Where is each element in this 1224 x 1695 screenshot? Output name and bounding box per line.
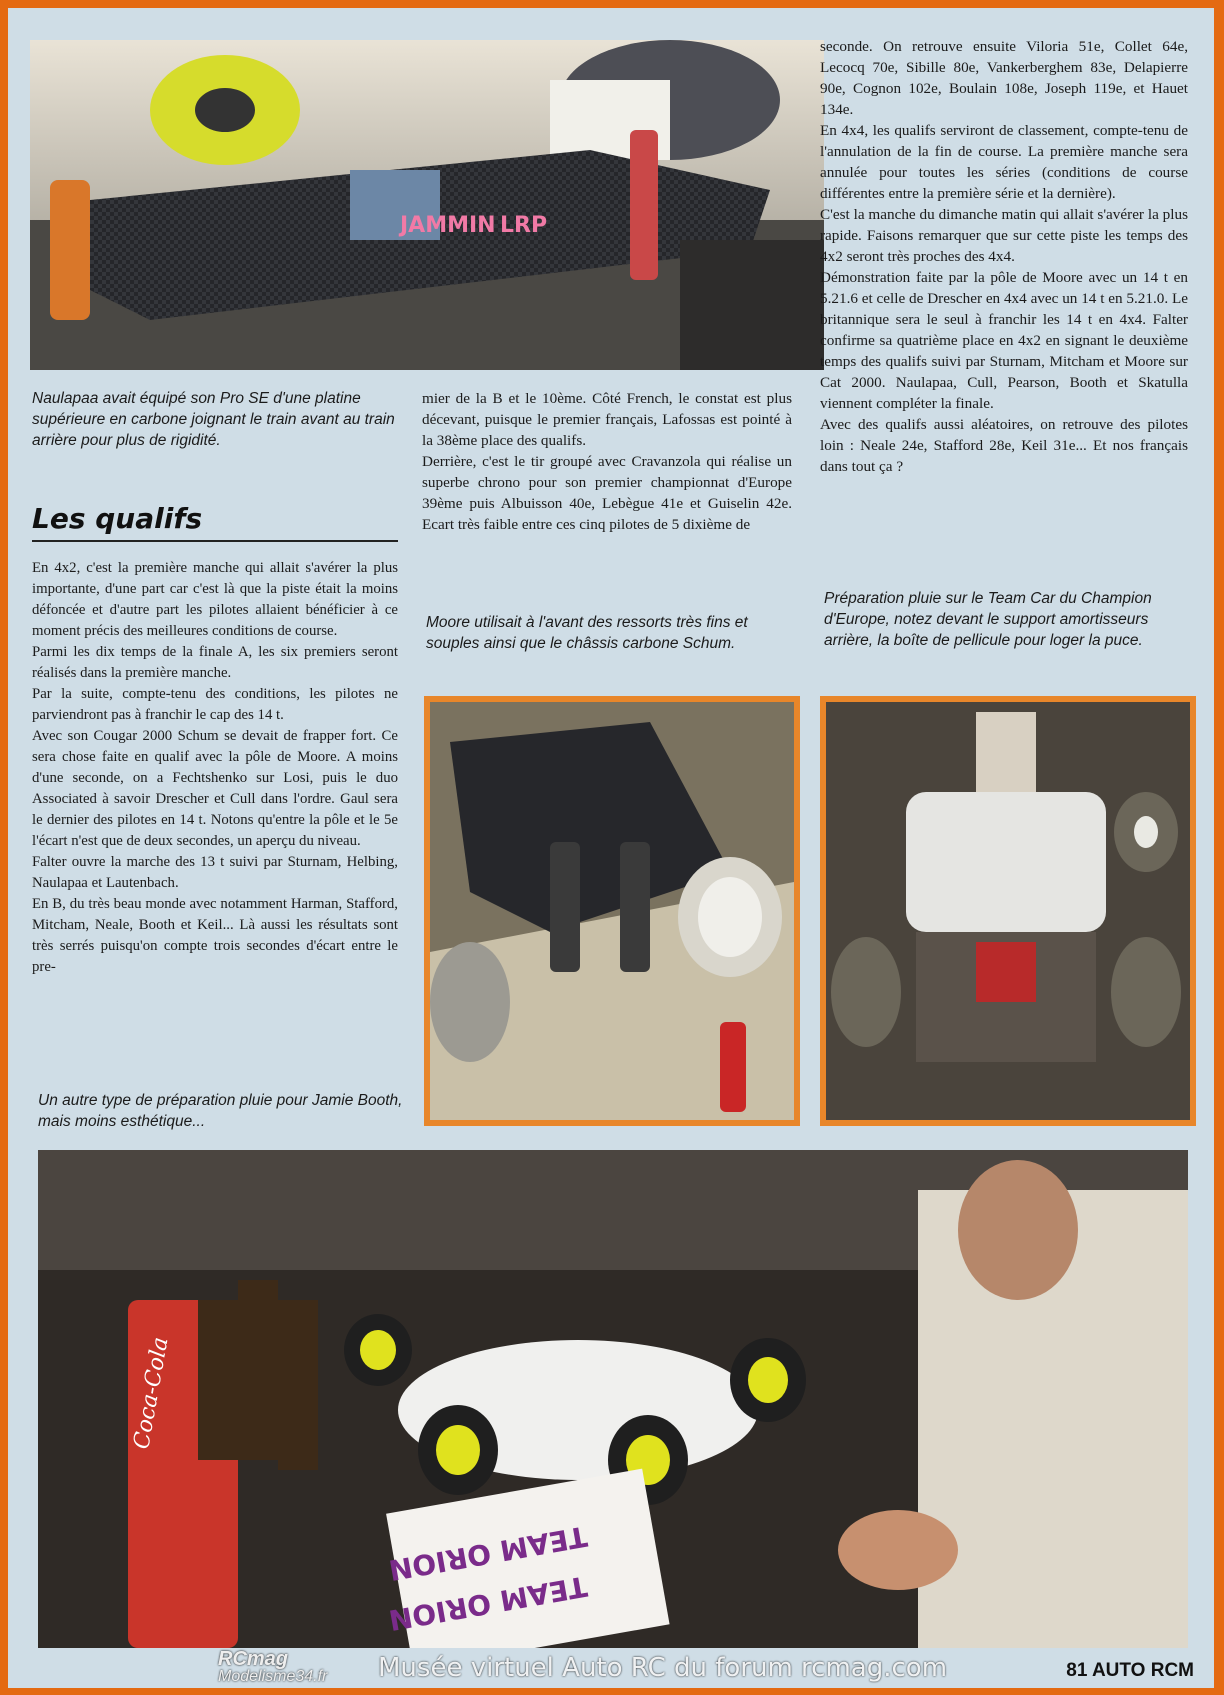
paragraph: Parmi les dix temps de la finale A, les six premiers seront réalisés dans la première manche. [32, 644, 398, 681]
column-middle [422, 388, 792, 535]
table-scene-illustration [38, 1150, 1188, 1648]
watermark-text: Musée virtuel Auto RC du forum rcmag.com [378, 1653, 948, 1683]
caption-top-left: Naulapaa avait équipé son Pro SE d'une platine supérieure en carbone joignant le train avant au train arrière pour plus de rigidité. [32, 390, 395, 449]
paragraph: Démonstration faite par la pôle de Moore avec un 14 t en 5.21.6 et celle de Drescher en 4x4 avec un 14 t en 5.21.0. Le britannique sera le seul à franchir les 14 t en 4x4. Falter confirme sa quatrième place en 4x2 en signant le deuxième temps des qualifs suivi par Sturnam, Mitcham et Moore sur Cat 2000. Naulapaa, Cull, Pearson, Booth et Skatulla viennent compléter la finale. [820, 269, 1188, 412]
photo-moore-front [424, 696, 800, 1126]
caption-middle: Moore utilisait à l'avant des ressorts très fins et souples ainsi que le châssis carbone Schum. [426, 614, 748, 652]
photo-rain-prep-table [38, 1150, 1188, 1648]
page-number: 81 AUTO RCM [1066, 1660, 1194, 1681]
column-right [820, 36, 1188, 477]
box-label-1: TEAM ORION [386, 1519, 590, 1587]
caption-bottom-left: Un autre type de préparation pluie pour Jamie Booth, mais moins esthétique... [38, 1092, 403, 1130]
column-left [32, 558, 398, 978]
bottle-label: Coca-Cola [129, 1335, 174, 1452]
moore-car-illustration [430, 702, 794, 1120]
chassis-logo-jammin: JAMMIN [400, 213, 496, 238]
paragraph: En 4x4, les qualifs serviront de classement, compte-tenu de l'annulation de la fin de course. La première manche sera annulée pour toutes les séries (conditions de course différentes entre la première série et la dernière). [820, 122, 1188, 202]
heading-rule [32, 540, 398, 542]
paragraph: Par la suite, compte-tenu des conditions, les pilotes ne parviendront pas à franchir le cap des 14 t. [32, 686, 398, 723]
watermark-logo-site: Modelisme34.fr [218, 1668, 328, 1685]
paragraph: seconde. On retrouve ensuite Viloria 51e, Collet 64e, Lecocq 70e, Sibille 80e, Vankerberghem 83e, Delapierre 90e, Cognon 102e, Boulain 108e, Joseph 119e, et Hauet 134e. [820, 38, 1188, 118]
paragraph: Avec son Cougar 2000 Schum se devait de frapper fort. Ce sera chose faite en qualif avec la pôle de Moore. A moins d'une seconde, on a Fechtshenko sur Losi, puis le duo Associated à savoir Drescher et Cull dans l'ordre. Gaul sera le dernier des pilotes en 14 t. Notons qu'entre la pôle et le 5e l'écart n'est que de deux secondes, un aperçu du niveau. [32, 728, 398, 849]
section-heading: Les qualifs [32, 502, 203, 535]
caption-right: Préparation pluie sur le Team Car du Champion d'Europe, notez devant le support amortisseurs arrière, la boîte de pellicule pour loger la puce. [824, 590, 1152, 649]
paragraph: Avec des qualifs aussi aléatoires, on retrouve des pilotes loin : Neale 24e, Stafford 28e, Keil 31e... Et nos français dans tout ça ? [820, 416, 1188, 475]
paragraph: mier de la B et le 10ème. Côté French, le constat est plus décevant, puisque le premier français, Lafossas est pointé à la 38ème place des qualifs. [422, 390, 792, 449]
paragraph: En 4x2, c'est la première manche qui allait s'avérer la plus importante, d'une part car c'est là que la piste était la moins défoncée et d'autre part les pilotes allaient bénéficier à ce moment précis des meilleures conditions de course. [32, 560, 398, 639]
team-car-illustration [826, 702, 1190, 1120]
photo-team-car-rain-prep [820, 696, 1196, 1126]
watermark-logo: RCmag [218, 1648, 289, 1670]
magazine-page [8, 8, 1214, 1688]
chassis-illustration [30, 40, 824, 370]
photo-carbon-chassis [30, 40, 824, 370]
chassis-logo-lrp: LRP [500, 213, 548, 238]
paragraph: Falter ouvre la marche des 13 t suivi par Sturnam, Helbing, Naulapaa et Lautenbach. [32, 854, 398, 891]
paragraph: En B, du très beau monde avec notamment Harman, Stafford, Mitcham, Neale, Booth et Keil... Là aussi les résultats sont très serrés puisqu'on compte trois secondes d'écart entre le pre- [32, 896, 398, 975]
paragraph: C'est la manche du dimanche matin qui allait s'avérer la plus rapide. Faisons remarquer que sur cette piste les temps des 4x2 seront très proches des 4x4. [820, 206, 1188, 265]
paragraph: Derrière, c'est le tir groupé avec Cravanzola qui réalise un superbe chrono pour son premier championnat d'Europe 39ème puis Albuisson 40e, Lebègue 41e et Guiselin 42e. Ecart très faible entre ces cinq pilotes de 5 dixième de [422, 453, 792, 533]
box-label-2: TEAM ORION [386, 1569, 590, 1637]
